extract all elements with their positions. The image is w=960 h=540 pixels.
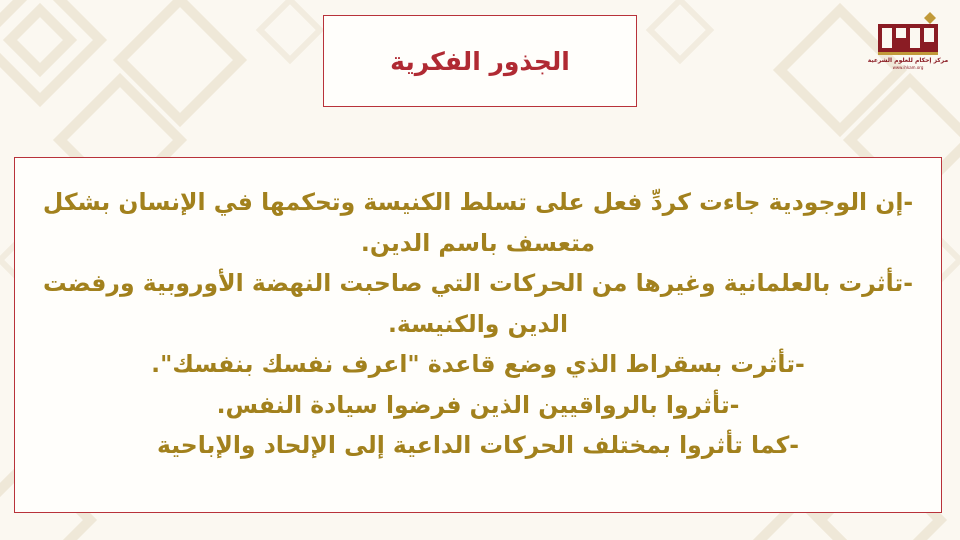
logo [868,10,948,80]
content-line: -إن الوجودية جاءت كردِّ فعل على تسلط الكنيسة وتحكمها في الإنسان بشكل متعسف باسم الدين. [42,188,914,257]
content-line: -تأثروا بالرواقيين الذين فرضوا سيادة النفس. [216,390,740,419]
title-box [323,15,637,107]
content-line: -تأثرت بالعلمانية وغيرها من الحركات التي صاحبت النهضة الأوروبية ورفضت الدين والكنيسة. [43,269,913,338]
logo-subtitle: مركز إحكام للعلوم الشرعية [867,57,949,64]
content-lines [33,182,923,466]
content-line: -كما تأثروا بمختلف الحركات الداعية إلى الإلحاد والإباحية [156,431,800,459]
content-box [14,157,942,513]
content-line: -تأثرت بسقراط الذي وضع قاعدة "اعرف نفسك بنفسك". [151,350,805,378]
logo-mark [870,10,946,56]
slide-title: الجذور الفكرية [390,46,570,76]
logo-tagline: www.ihkam.org [892,65,924,70]
